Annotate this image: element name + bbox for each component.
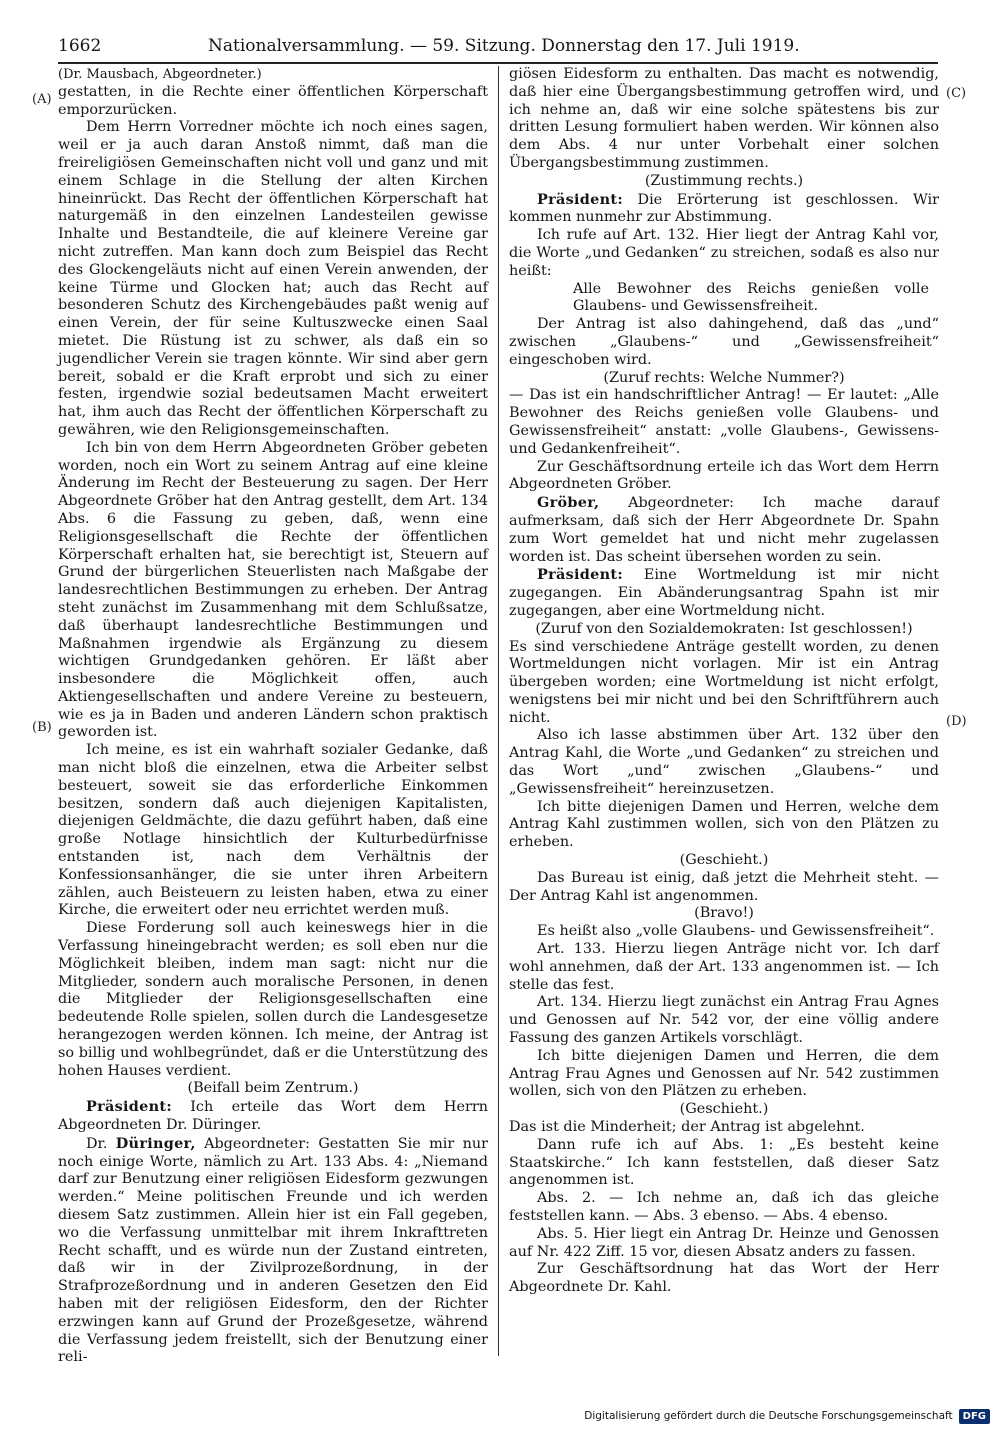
paragraph: Es sind verschiedene Anträge gestellt worden, zu denen Wortmeldungen nicht vorlagen. Mir ist ein Antrag übergeben worden; eine Wortmeldung ist nicht erfolgt, wenigstens bei mir nicht und bei den Schriftführern auch nicht. [509, 638, 939, 726]
page-header [58, 34, 938, 64]
credit-text: Digitalisierung gefördert durch die Deutsche Forschungsgemeinschaft [584, 1410, 953, 1422]
interjection: (Bravo!) [694, 905, 754, 922]
column-divider [498, 66, 499, 1356]
margin-marker-d: (D) [946, 714, 967, 729]
speech-text: Die Erörterung ist geschlossen. Wir kommen nunmehr zur Abstimmung. [509, 191, 940, 226]
paragraph: Art. 133. Hierzu liegen Anträge nicht vor. Ich darf wohl annehmen, daß der Art. 133 angenommen ist. — Ich stelle das fest. [509, 941, 939, 993]
speech-text: Eine Wortmeldung ist mir nicht zugegangen. Ein Abänderungsantrag Spahn ist mir zugegangen, aber eine Wortmeldung nicht. [509, 567, 939, 619]
paragraph: Zur Geschäftsordnung erteile ich das Wort dem Herrn Abgeordneten Gröber. [509, 458, 939, 493]
paragraph: Abs. 2. — Ich nehme an, daß ich das gleiche feststellen kann. — Abs. 3 ebenso. — Abs. 4 ebenso. [509, 1190, 939, 1224]
speaker-name: Gröber, [537, 494, 600, 512]
paragraph: Abs. 5. Hier liegt ein Antrag Dr. Heinze und Genossen auf Nr. 422 Ziff. 15 vor, diesen Absatz anders zu fassen. [509, 1225, 939, 1260]
speaker-title: Dr. [86, 1135, 108, 1152]
running-title: Nationalversammlung. — 59. Sitzung. Donnerstag den 17. Juli 1919. [208, 36, 800, 56]
speech-paragraph [509, 566, 939, 620]
paragraph: Der Antrag ist also dahingehend, daß das „und“ zwischen „Glaubens-“ und „Gewissensfreiheit“ eingeschoben wird. [509, 316, 939, 368]
paragraph: Ich meine, es ist ein wahrhaft sozialer Gedanke, daß man nicht bloß die einzelnen, etwa die Arbeiter selbst besteuert, soweit sie das erforderliche Einkommen besitzen, sondern daß auch diejenigen Kapitalisten, diejenigen Geldmächte, die dazu geführt haben, daß eine große Notlage hinsichtlich der Kulturbedürfnisse entstanden ist, nach dem Verhältnis der Konfessionsanhänger, die sie unter ihren Arbeitern zählen, auch Beisteuern zu leisten haben, etwa zu einer Kirche, die erweitert oder neu errichtet werden muß. [58, 742, 488, 919]
paragraph: Dann rufe ich auf Abs. 1: „Es besteht keine Staatskirche.“ Ich kann feststellen, daß dieser Satz angenommen ist. [509, 1136, 939, 1189]
interjection: (Geschieht.) [679, 852, 769, 869]
paragraph: Das Bureau ist einig, daß jetzt die Mehrheit steht. — Der Antrag Kahl ist angenommen. [509, 869, 939, 904]
speech-text: Abgeordneter: Ich mache darauf aufmerksam, daß sich der Herr Abgeordnete Dr. Spahn zum Wort gemeldet hat und nicht mehr zugelassen worden ist. Das scheint übersehen worden zu sein. [509, 495, 939, 565]
paragraph: Es heißt also „volle Glaubens- und Gewissensfreiheit“. [537, 923, 935, 940]
margin-marker-b: (B) [32, 720, 52, 735]
margin-marker-c: (C) [946, 86, 967, 101]
paragraph: Art. 134. Hierzu liegt zunächst ein Antrag Frau Agnes und Genossen auf Nr. 542 vor, der eine völlig andere Fassung des ganzen Artikels vorschlägt. [509, 994, 939, 1047]
speech-paragraph [58, 1135, 488, 1367]
paragraph: Diese Forderung soll auch keineswegs hier in die Verfassung hineingebracht werden; es soll eben nur die Möglichkeit bleiben, indem man sagt: nicht nur die Mitglieder, sondern auch moralische Personen, in denen die Mitglieder der Religionsgesellschaften eine bedeutende Rolle spielen, sollen durch die Landesgesetze herangezogen werden können. Ich meine, der Antrag ist so billig und wohlbegründet, daß er die Unterstützung des hohen Hauses verdient. [58, 920, 488, 1079]
speaker-name: Präsident: [86, 1098, 172, 1116]
speaker-name: Präsident: [537, 190, 623, 208]
digitization-credit [584, 1406, 990, 1426]
speech-text: Abgeordneter: Gestatten Sie mir nur noch einige Worte, nämlich zu Art. 133 Abs. 4: „Niemand darf zur Benutzung einer religiösen Eidesform gezwungen werden.“ Meine politischen Freunde und ich werden diesem Satz zustimmen. Allein hier ist ein Fall gegeben, wo die Verfassung unmittelbar mit ihrem Inkrafttreten Recht schafft, und es würde nun der Zustand eintreten, daß wir in der Zivilprozeßordnung, in der Strafprozeßordnung und in anderen Gesetzen den Eid haben mit der religiösen Eidesform, den der Richter erzwingen kann auf Grund der Prozeßgesetze, während die Verfassung jedem freistellt, sich der Benutzung einer reli- [58, 1135, 489, 1366]
margin-marker-a: (A) [32, 92, 52, 107]
interjection: (Zuruf rechts: Welche Nummer?) [603, 369, 845, 386]
paragraph: Ich bin von dem Herrn Abgeordneten Gröber gebeten worden, noch ein Wort zu seinem Antrag auf eine kleine Änderung im Recht der Besteuerung zu sagen. Der Herr Abgeordnete Gröber hat den Antrag gestellt, dem Art. 134 Abs. 6 die Fassung zu geben, daß, wenn eine Religionsgesellschaft die Rechte der öffentlichen Körperschaft erhalten hat, sie berechtigt ist, Steuern auf Grund der bürgerlichen Steuerlisten nach Maßgabe der landesrechtlichen Bestimmungen zu erheben. Der Antrag steht zunächst im Zusammenhang mit dem Schlußsatze, daß überhaupt landesrechtliche Bestimmungen und Maßnahmen irgendwie als Ergänzung zu diesem wichtigen Grundgedanken gehören. Er läßt aber insbesondere die Möglichkeit offen, auch Aktiengesellschaften und andere Vereine zu besteuern, wie es ja in Baden und anderen Ländern schon praktisch geworden ist. [58, 439, 488, 741]
paragraph: Ich bitte diejenigen Damen und Herren, die dem Antrag Frau Agnes und Genossen auf Nr. 542 zustimmen wollen, sich von den Plätzen zu erheben. [509, 1047, 939, 1100]
dfg-logo-icon: DFG [959, 1409, 990, 1424]
speech-paragraph [509, 191, 939, 228]
paragraph: Ich rufe auf Art. 132. Hier liegt der Antrag Kahl vor, die Worte „und Gedanken“ zu streichen, sodaß es also nur heißt: [509, 227, 939, 279]
speaker-note: (Dr. Mausbach, Abgeordneter.) [58, 67, 262, 82]
page-number: 1662 [58, 36, 102, 56]
interjection: (Zuruf von den Sozialdemokraten: Ist geschlossen!) [535, 620, 913, 637]
paragraph: Zur Geschäftsordnung hat das Wort der Herr Abgeordnete Dr. Kahl. [509, 1261, 939, 1296]
speaker-name: Präsident: [537, 566, 623, 584]
speaker-name: Düringer, [115, 1134, 196, 1152]
interjection: (Beifall beim Zentrum.) [187, 1080, 359, 1097]
right-column [509, 66, 939, 1356]
paragraph: Also ich lasse abstimmen über Art. 132 über den Antrag Kahl, die Worte „und Gedanken“ zu streichen und das Wort „und“ zwischen „Glaubens-“ und „Gewissensfreiheit“ hereinzusetzen. [509, 727, 939, 797]
speech-paragraph [58, 1098, 488, 1135]
paragraph: Dem Herrn Vorredner möchte ich noch eines sagen, weil er ja auch daran Anstoß nimmt, daß man die freireligiösen Gemeinschaften nicht voll und ganz und mit einem Schlage in die Stellung der alten Kirchen hineinrückt. Das Recht der öffentlichen Körperschaft hat naturgemäß in den einzelnen Landesteilen gewisse Inhalte und Bestandteile, die auf kleinere Vereine gar nicht zutreffen. Man kann doch zum Beispiel das Recht des Glockengeläuts nicht auf einen Verein anwenden, der keine Türme und Glocken hat; auch das Recht auf besonderen Schutz des Kirchengebäudes paßt wenig auf einen Verein, der für seine Kultuszwecke einen Saal mietet. Die Rüstung ist zu schwer, als daß ein so jugendlicher Verein sie tragen könnte. Wir sind aber gern bereit, sobald er die Kraft erprobt und sich zu einer festen, irgendwie sozial bedeutsamen Macht erweitert hat, ihm auch das Recht der öffentlichen Körperschaft zu gewähren, wie den Religionsgemeinschaften. [58, 119, 488, 438]
paragraph: gestatten, in die Rechte einer öffentlichen Körperschaft emporzurücken. [58, 83, 488, 118]
paragraph: giösen Eidesform zu enthalten. Das macht es notwendig, daß hier eine Übergangsbestimmung getroffen wird, und ich nehme an, daß wir eine solche spätestens bis zur dritten Lesung formuliert haben werden. Wir können also dem Abs. 4 nur unter Vorbehalt einer solchen Übergangsbestimmung zustimmen. [509, 66, 939, 171]
quoted-text: Alle Bewohner des Reichs genießen volle Glaubens- und Gewissensfreiheit. [573, 280, 929, 315]
interjection: (Zustimmung rechts.) [644, 172, 804, 189]
paragraph: — Das ist ein handschriftlicher Antrag! — Er lautet: „Alle Bewohner des Reichs genießen volle Glaubens- und Gewissensfreiheit“ anstatt: „volle Glaubens-, Gewissens- und Gedankenfreiheit“. [509, 387, 939, 457]
speech-text: Ich erteile das Wort dem Herrn Abgeordneten Dr. Düringer. [58, 1099, 488, 1134]
interjection: (Geschieht.) [679, 1101, 769, 1118]
left-column [58, 66, 489, 1366]
paragraph: Das ist die Minderheit; der Antrag ist abgelehnt. [509, 1119, 865, 1136]
paragraph: Ich bitte diejenigen Damen und Herren, welche dem Antrag Kahl zustimmen wollen, sich von den Plätzen zu erheben. [509, 798, 939, 851]
speech-paragraph [509, 494, 939, 566]
